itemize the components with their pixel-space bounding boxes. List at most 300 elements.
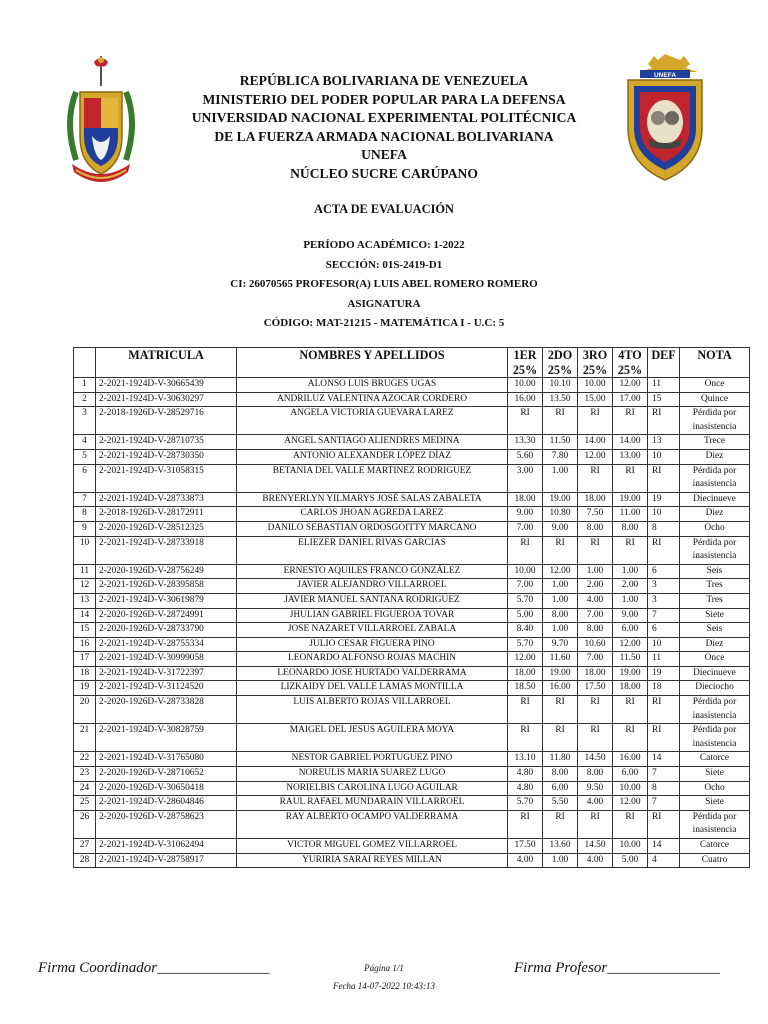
row-nombre: JAVIER MANUEL SANTANA RODRIGUEZ	[237, 593, 508, 608]
row-number: 1	[74, 378, 96, 393]
row-matricula: 2-2021-1924D-V-31722397	[96, 666, 237, 681]
row-definitiva: 8	[648, 521, 680, 536]
row-nombre: ANDRILUZ VALENTINA AZOCAR CORDERO	[237, 392, 508, 407]
row-corte-2: 1.00	[543, 593, 578, 608]
row-nombre: BRENYERLYN YILMARYS JOSÉ SALAS ZABALETA	[237, 492, 508, 507]
row-definitiva: 14	[648, 752, 680, 767]
row-corte-1: RI	[508, 810, 543, 838]
row-corte-2: 10.80	[543, 507, 578, 522]
seccion: SECCIÓN: 01S-2419-D1	[325, 258, 443, 271]
row-corte-4: RI	[613, 407, 648, 435]
row-nota-letras: Once	[680, 378, 750, 393]
row-nota-letras: Catorce	[680, 752, 750, 767]
row-matricula: 2-2021-1924D-V-31062494	[96, 839, 237, 854]
page-number: Página 1/1	[364, 963, 404, 973]
row-matricula: 2-2021-1924D-V-28730350	[96, 449, 237, 464]
row-number: 20	[74, 696, 96, 724]
print-date: Fecha 14-07-2022 10:43:13	[333, 981, 435, 991]
row-definitiva: RI	[648, 696, 680, 724]
table-row	[74, 507, 750, 522]
profesor: CI: 26070565 PROFESOR(A) LUIS ABEL ROMERO ROMERO	[230, 278, 538, 290]
row-nombre: ELIEZER DANIEL RIVAS GARCIAS	[237, 536, 508, 564]
row-corte-1: 18.00	[508, 492, 543, 507]
row-number: 14	[74, 608, 96, 623]
header-def: DEF	[648, 348, 680, 378]
row-corte-3: 12.00	[578, 449, 613, 464]
row-nota-letras: Seis	[680, 623, 750, 638]
row-corte-3: 14.50	[578, 839, 613, 854]
table-row	[74, 593, 750, 608]
row-definitiva: RI	[648, 536, 680, 564]
row-corte-2: 13.50	[543, 392, 578, 407]
row-nota-letras: Siete	[680, 796, 750, 811]
row-matricula: 2-2021-1924D-V-30630297	[96, 392, 237, 407]
row-definitiva: 15	[648, 392, 680, 407]
row-corte-2: RI	[543, 810, 578, 838]
row-number: 10	[74, 536, 96, 564]
row-corte-4: 1.00	[613, 593, 648, 608]
row-definitiva: RI	[648, 464, 680, 492]
row-definitiva: RI	[648, 724, 680, 752]
row-corte-2: RI	[543, 724, 578, 752]
row-nota-letras: Tres	[680, 579, 750, 594]
row-matricula: 2-2021-1924D-V-28733918	[96, 536, 237, 564]
header-line-unefa: UNEFA	[361, 147, 407, 163]
row-corte-4: 6.00	[613, 767, 648, 782]
row-corte-4: 2.00	[613, 579, 648, 594]
row-corte-3: 4.00	[578, 853, 613, 868]
periodo-academico: PERÍODO ACADÉMICO: 1-2022	[303, 239, 465, 251]
row-corte-3: 17.50	[578, 681, 613, 696]
row-nombre: YURIRIA SARAI REYES MILLAN	[237, 853, 508, 868]
row-corte-4: 9.00	[613, 608, 648, 623]
row-corte-4: 13.00	[613, 449, 648, 464]
row-nombre: LIZKAIDY DEL VALLE LAMAS MONTILLA	[237, 681, 508, 696]
row-matricula: 2-2021-1924D-V-30619879	[96, 593, 237, 608]
row-corte-1: 8.40	[508, 623, 543, 638]
row-nombre: DANILO SEBASTIAN ORDOSGOITTY MARCANO	[237, 521, 508, 536]
row-definitiva: 10	[648, 507, 680, 522]
row-corte-4: 12.00	[613, 796, 648, 811]
row-corte-2: 7.80	[543, 449, 578, 464]
row-number: 24	[74, 781, 96, 796]
row-corte-3: 2.00	[578, 579, 613, 594]
row-corte-1: 10.00	[508, 378, 543, 393]
row-corte-2: 8.00	[543, 608, 578, 623]
row-definitiva: 18	[648, 681, 680, 696]
row-corte-2: 1.00	[543, 579, 578, 594]
row-corte-4: 11.50	[613, 652, 648, 667]
row-matricula: 2-2021-1924D-V-30665439	[96, 378, 237, 393]
row-nota-letras: Diez	[680, 449, 750, 464]
row-definitiva: 6	[648, 623, 680, 638]
row-nombre: NOREULIS MARIA SUAREZ LUGO	[237, 767, 508, 782]
row-corte-2: 19.00	[543, 666, 578, 681]
row-corte-3: 10.60	[578, 637, 613, 652]
table-row	[74, 536, 750, 564]
table-row	[74, 652, 750, 667]
row-matricula: 2-2020-1926D-V-28724991	[96, 608, 237, 623]
row-definitiva: 7	[648, 767, 680, 782]
row-matricula: 2-2021-1924D-V-28710735	[96, 435, 237, 450]
row-corte-4: 6.00	[613, 623, 648, 638]
row-corte-1: 5.70	[508, 637, 543, 652]
table-header-row	[74, 348, 750, 378]
row-nombre: ANGELA VICTORIA GUEVARA LAREZ	[237, 407, 508, 435]
row-corte-2: RI	[543, 536, 578, 564]
row-number: 21	[74, 724, 96, 752]
row-corte-2: 6.00	[543, 781, 578, 796]
header-line-nucleo: NÚCLEO SUCRE CARÚPANO	[290, 165, 478, 181]
row-corte-3: RI	[578, 724, 613, 752]
row-corte-4: 12.00	[613, 637, 648, 652]
row-corte-3: RI	[578, 536, 613, 564]
row-corte-3: 7.00	[578, 652, 613, 667]
row-definitiva: 3	[648, 593, 680, 608]
row-corte-4: 14.00	[613, 435, 648, 450]
row-matricula: 2-2020-1926D-V-28758623	[96, 810, 237, 838]
table-row	[74, 681, 750, 696]
row-number: 23	[74, 767, 96, 782]
row-corte-4: 12.00	[613, 378, 648, 393]
table-row	[74, 767, 750, 782]
row-nombre: VICTOR MIGUEL GOMEZ VILLARROEL	[237, 839, 508, 854]
row-number: 15	[74, 623, 96, 638]
row-definitiva: 10	[648, 449, 680, 464]
row-matricula: 2-2021-1924D-V-28733873	[96, 492, 237, 507]
row-corte-3: 9.50	[578, 781, 613, 796]
table-row	[74, 796, 750, 811]
row-number: 28	[74, 853, 96, 868]
codigo-asignatura: CÓDIGO: MAT-21215 - MATEMÁTICA I - U.C: 5	[263, 317, 505, 329]
row-nota-letras: Tres	[680, 593, 750, 608]
row-corte-1: 4.80	[508, 767, 543, 782]
row-corte-2: 9.00	[543, 521, 578, 536]
row-corte-4: RI	[613, 536, 648, 564]
row-corte-2: RI	[543, 407, 578, 435]
row-nombre: ALONSO LUIS BRUGES UGAS	[237, 378, 508, 393]
table-row	[74, 564, 750, 579]
row-nota-letras: Catorce	[680, 839, 750, 854]
row-corte-3: 14.50	[578, 752, 613, 767]
row-corte-2: RI	[543, 696, 578, 724]
table-row	[74, 435, 750, 450]
row-nota-letras: Dieciocho	[680, 681, 750, 696]
row-nombre: MAIGEL DEL JESUS AGUILERA MOYA	[237, 724, 508, 752]
row-matricula: 2-2018-1926D-V-28529716	[96, 407, 237, 435]
unefa-emblem-label: UNEFA	[653, 72, 677, 79]
table-row	[74, 392, 750, 407]
row-corte-3: 15.00	[578, 392, 613, 407]
table-row	[74, 492, 750, 507]
firma-coordinador: Firma Coordinador_______________	[38, 960, 270, 976]
table-row	[74, 623, 750, 638]
evaluation-details	[0, 236, 768, 334]
row-corte-3: 8.00	[578, 623, 613, 638]
row-corte-4: 1.00	[613, 564, 648, 579]
row-corte-1: 17.50	[508, 839, 543, 854]
row-nombre: LUIS ALBERTO ROJAS VILLARROEL	[237, 696, 508, 724]
row-corte-3: RI	[578, 407, 613, 435]
row-corte-4: 11.00	[613, 507, 648, 522]
row-number: 3	[74, 407, 96, 435]
row-number: 17	[74, 652, 96, 667]
table-row	[74, 666, 750, 681]
row-corte-1: 12.00	[508, 652, 543, 667]
row-definitiva: RI	[648, 407, 680, 435]
row-corte-3: 7.00	[578, 608, 613, 623]
table-row	[74, 724, 750, 752]
table-row	[74, 781, 750, 796]
row-definitiva: 7	[648, 608, 680, 623]
row-corte-3: 18.00	[578, 666, 613, 681]
row-nota-letras: Diecinueve	[680, 666, 750, 681]
row-corte-1: RI	[508, 536, 543, 564]
row-corte-3: 7.50	[578, 507, 613, 522]
row-number: 13	[74, 593, 96, 608]
row-nota-letras: Diez	[680, 637, 750, 652]
row-corte-2: 11.60	[543, 652, 578, 667]
row-corte-1: 4.00	[508, 853, 543, 868]
row-nota-letras: Pérdida por inasistencia	[680, 407, 750, 435]
row-corte-4: 8.00	[613, 521, 648, 536]
row-corte-1: RI	[508, 724, 543, 752]
row-nota-letras: Pérdida por inasistencia	[680, 724, 750, 752]
row-corte-2: 1.00	[543, 623, 578, 638]
row-number: 26	[74, 810, 96, 838]
row-corte-3: RI	[578, 464, 613, 492]
row-nota-letras: Pérdida por inasistencia	[680, 810, 750, 838]
table-row	[74, 810, 750, 838]
row-corte-2: 5.50	[543, 796, 578, 811]
asignatura-label: ASIGNATURA	[347, 297, 421, 310]
row-corte-2: 12.00	[543, 564, 578, 579]
row-corte-1: 5.70	[508, 593, 543, 608]
row-corte-3: RI	[578, 810, 613, 838]
row-matricula: 2-2021-1924D-V-30828759	[96, 724, 237, 752]
table-row	[74, 449, 750, 464]
row-nota-letras: Ocho	[680, 521, 750, 536]
row-corte-3: 8.00	[578, 767, 613, 782]
row-number: 11	[74, 564, 96, 579]
row-nombre: NESTOR GABRIEL PORTUGUEZ PINO	[237, 752, 508, 767]
header-line-universidad: UNIVERSIDAD NACIONAL EXPERIMENTAL POLITÉCNICA	[191, 110, 577, 126]
row-corte-4: RI	[613, 696, 648, 724]
row-matricula: 2-2021-1924D-V-31765080	[96, 752, 237, 767]
row-number: 27	[74, 839, 96, 854]
row-nombre: RAY ALBERTO OCAMPO VALDERRAMA	[237, 810, 508, 838]
row-corte-2: 1.00	[543, 464, 578, 492]
institution-header	[0, 72, 768, 184]
row-number: 8	[74, 507, 96, 522]
row-corte-1: 5.60	[508, 449, 543, 464]
row-number: 9	[74, 521, 96, 536]
table-row	[74, 839, 750, 854]
table-row	[74, 579, 750, 594]
header-line-fuerza-armada: DE LA FUERZA ARMADA NACIONAL BOLIVARIANA	[214, 128, 554, 144]
row-nota-letras: Pérdida por inasistencia	[680, 536, 750, 564]
row-corte-1: 16.00	[508, 392, 543, 407]
header-corte-3: 3RO 25%	[578, 348, 613, 378]
row-definitiva: 11	[648, 652, 680, 667]
row-corte-1: 18.00	[508, 666, 543, 681]
row-definitiva: 7	[648, 796, 680, 811]
row-corte-2: 11.80	[543, 752, 578, 767]
row-nombre: LEONARDO ALFONSO ROJAS MACHIN	[237, 652, 508, 667]
row-number: 7	[74, 492, 96, 507]
header-corte-1: 1ER 25%	[508, 348, 543, 378]
row-corte-3: 10.00	[578, 378, 613, 393]
row-matricula: 2-2020-1926D-V-28756249	[96, 564, 237, 579]
row-corte-2: 16.00	[543, 681, 578, 696]
row-corte-3: 14.00	[578, 435, 613, 450]
row-corte-1: 5.70	[508, 796, 543, 811]
row-corte-1: 4.80	[508, 781, 543, 796]
row-corte-1: 7.00	[508, 521, 543, 536]
row-corte-4: 17.00	[613, 392, 648, 407]
row-nombre: BETANIA DEL VALLE MARTINEZ RODRIGUEZ	[237, 464, 508, 492]
row-nombre: NORIELBIS CAROLINA LUGO AGUILAR	[237, 781, 508, 796]
row-number: 5	[74, 449, 96, 464]
table-row	[74, 407, 750, 435]
row-matricula: 2-2020-1926D-V-28733790	[96, 623, 237, 638]
row-corte-4: 5.00	[613, 853, 648, 868]
row-corte-1: 10.00	[508, 564, 543, 579]
row-corte-1: 3.00	[508, 464, 543, 492]
row-number: 25	[74, 796, 96, 811]
row-corte-1: 7.00	[508, 579, 543, 594]
row-nombre: CARLOS JHOAN AGREDA LAREZ	[237, 507, 508, 522]
header-nombres: NOMBRES Y APELLIDOS	[237, 348, 508, 378]
row-corte-1: 13.10	[508, 752, 543, 767]
row-nota-letras: Ocho	[680, 781, 750, 796]
row-corte-4: RI	[613, 724, 648, 752]
table-row	[74, 608, 750, 623]
row-number: 18	[74, 666, 96, 681]
row-corte-4: 10.00	[613, 781, 648, 796]
row-number: 6	[74, 464, 96, 492]
table-row	[74, 696, 750, 724]
row-nombre: ERNESTO AQUILES FRANCO GONZÁLEZ	[237, 564, 508, 579]
header-nota: NOTA	[680, 348, 750, 378]
row-nota-letras: Pérdida por inasistencia	[680, 696, 750, 724]
row-nota-letras: Pérdida por inasistencia	[680, 464, 750, 492]
row-corte-1: 13.30	[508, 435, 543, 450]
row-number: 19	[74, 681, 96, 696]
header-corte-2: 2DO 25%	[543, 348, 578, 378]
row-corte-3: 1.00	[578, 564, 613, 579]
row-definitiva: 14	[648, 839, 680, 854]
row-definitiva: RI	[648, 810, 680, 838]
table-row	[74, 521, 750, 536]
header-number	[74, 348, 96, 378]
row-nota-letras: Seis	[680, 564, 750, 579]
grades-body	[74, 378, 750, 868]
row-nota-letras: Trece	[680, 435, 750, 450]
row-matricula: 2-2020-1926D-V-28733828	[96, 696, 237, 724]
row-matricula: 2-2018-1926D-V-28172911	[96, 507, 237, 522]
table-row	[74, 378, 750, 393]
row-corte-3: 18.00	[578, 492, 613, 507]
row-corte-1: 9.00	[508, 507, 543, 522]
row-matricula: 2-2021-1924D-V-28758917	[96, 853, 237, 868]
row-matricula: 2-2021-1926D-V-28395858	[96, 579, 237, 594]
row-definitiva: 10	[648, 637, 680, 652]
row-definitiva: 19	[648, 492, 680, 507]
row-corte-3: 4.00	[578, 796, 613, 811]
table-row	[74, 752, 750, 767]
row-nota-letras: Diez	[680, 507, 750, 522]
row-corte-1: 5.00	[508, 608, 543, 623]
row-definitiva: 6	[648, 564, 680, 579]
row-corte-4: 19.00	[613, 492, 648, 507]
row-corte-1: RI	[508, 407, 543, 435]
table-row	[74, 637, 750, 652]
row-nota-letras: Diecinueve	[680, 492, 750, 507]
row-corte-2: 10.10	[543, 378, 578, 393]
row-corte-3: 8.00	[578, 521, 613, 536]
row-corte-2: 19.00	[543, 492, 578, 507]
row-nombre: LEONARDO JOSE HURTADO VALDERRAMA	[237, 666, 508, 681]
row-nombre: ANGEL SANTIAGO ALIENDRES MEDINA	[237, 435, 508, 450]
row-nombre: RAUL RAFAEL MUNDARAIN VILLARROEL	[237, 796, 508, 811]
row-corte-2: 1.00	[543, 853, 578, 868]
firma-profesor: Firma Profesor_______________	[514, 960, 720, 976]
row-definitiva: 8	[648, 781, 680, 796]
row-matricula: 2-2020-1926D-V-30650418	[96, 781, 237, 796]
row-corte-4: 19.00	[613, 666, 648, 681]
row-corte-4: RI	[613, 810, 648, 838]
document-title: ACTA DE EVALUACIÓN	[314, 202, 454, 216]
grades-table	[73, 347, 750, 868]
table-row	[74, 853, 750, 868]
row-corte-4: 10.00	[613, 839, 648, 854]
row-definitiva: 11	[648, 378, 680, 393]
row-corte-2: 8.00	[543, 767, 578, 782]
row-definitiva: 3	[648, 579, 680, 594]
row-nota-letras: Cuatro	[680, 853, 750, 868]
row-nombre: ANTONIO ALEXANDER LÓPEZ DÍAZ	[237, 449, 508, 464]
row-definitiva: 4	[648, 853, 680, 868]
row-nota-letras: Siete	[680, 608, 750, 623]
row-nota-letras: Once	[680, 652, 750, 667]
row-definitiva: 13	[648, 435, 680, 450]
row-matricula: 2-2021-1924D-V-28604846	[96, 796, 237, 811]
row-matricula: 2-2020-1926D-V-28512325	[96, 521, 237, 536]
row-corte-4: RI	[613, 464, 648, 492]
row-matricula: 2-2021-1924D-V-30999058	[96, 652, 237, 667]
header-line-republica: REPÚBLICA BOLIVARIANA DE VENEZUELA	[239, 73, 529, 88]
row-corte-4: 18.00	[613, 681, 648, 696]
row-corte-3: RI	[578, 696, 613, 724]
row-nombre: JULIO CESAR FIGUERA PINO	[237, 637, 508, 652]
row-number: 4	[74, 435, 96, 450]
row-corte-2: 9.70	[543, 637, 578, 652]
header-corte-4: 4TO 25%	[613, 348, 648, 378]
row-definitiva: 19	[648, 666, 680, 681]
row-corte-2: 13.60	[543, 839, 578, 854]
row-number: 2	[74, 392, 96, 407]
row-number: 12	[74, 579, 96, 594]
row-nota-letras: Quince	[680, 392, 750, 407]
row-nombre: JOSE NAZARET VILLARROEL ZABALA	[237, 623, 508, 638]
row-nota-letras: Siete	[680, 767, 750, 782]
row-corte-1: 18.50	[508, 681, 543, 696]
row-nombre: JHULIAN GABRIEL FIGUEROA TOVAR	[237, 608, 508, 623]
row-corte-2: 11.50	[543, 435, 578, 450]
row-corte-3: 4.00	[578, 593, 613, 608]
row-number: 22	[74, 752, 96, 767]
